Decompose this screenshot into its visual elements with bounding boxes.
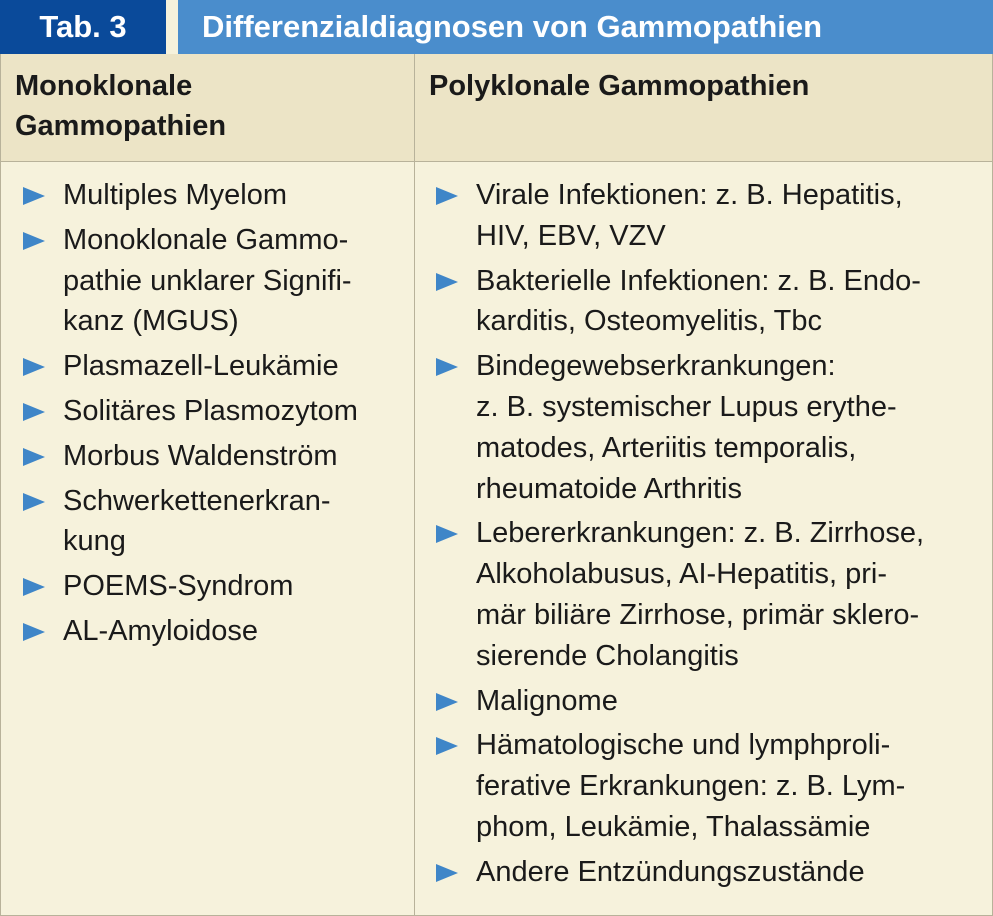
monoclonal-item-text: AL-Amyloidose [63,614,259,647]
polyclonal-list-item [434,681,984,722]
column-divider [414,54,415,915]
polyclonal-list-item [434,513,984,676]
polyclonal-list-item [434,175,984,257]
polyclonal-item-text: Lebererkrankungen: z. B. Zirrhose, Alkoholabusus, AI-Hepatitis, pri- mär biliäre Zirrhose, primär sklero- sierende Cholangitis [476,517,925,672]
table-title: Differenzialdiagnosen von Gammopathien [178,0,993,54]
polyclonal-list [434,175,984,897]
heading-monoclonal: Monoklonale Gammopathien [15,70,227,142]
triangle-right-icon [436,693,458,711]
triangle-right-icon [23,578,45,596]
differential-diagnosis-table [0,54,993,916]
triangle-right-icon [23,448,45,466]
triangle-right-icon [436,358,458,376]
triangle-right-icon [436,864,458,882]
triangle-right-icon [23,358,45,376]
monoclonal-list-item [21,220,406,342]
monoclonal-item-text: Monoklonale Gammo- pathie unklarer Signifi- kanz (MGUS) [63,223,352,338]
triangle-right-icon [436,737,458,755]
monoclonal-list-item [21,175,406,216]
monoclonal-item-text: Schwerkettenerkran- kung [63,484,331,558]
heading-polyclonal: Polyklonale Gammopathien [429,70,810,102]
monoclonal-list-item [21,391,406,432]
polyclonal-item-text: Virale Infektionen: z. B. Hepatitis, HIV, EBV, VZV [476,179,903,252]
polyclonal-item-text: Bakterielle Infektionen: z. B. Endo- karditis, Osteomyelitis, Tbc [476,264,921,338]
polyclonal-list-item [434,261,984,343]
monoclonal-item-text: Morbus Waldenström [63,439,338,472]
polyclonal-item-text: Hämatologische und lymphproli- ferative Erkrankungen: z. B. Lym- phom, Leukämie, Thalassämie [476,729,906,843]
monoclonal-list-item [21,611,406,652]
triangle-right-icon [23,493,45,511]
monoclonal-list [21,175,406,656]
polyclonal-list-item [434,725,984,847]
triangle-right-icon [23,187,45,205]
polyclonal-item-text: Andere Entzündungszustände [476,855,865,888]
monoclonal-list-item [21,481,406,563]
triangle-right-icon [436,273,458,291]
table-header-row [1,54,992,162]
polyclonal-list-item [434,852,984,893]
triangle-right-icon [23,623,45,641]
polyclonal-list-item [434,346,984,509]
polyclonal-item-text: Malignome [476,684,618,717]
table-number-label: Tab. 3 [0,0,166,54]
monoclonal-item-text: Plasmazell-Leukämie [63,350,339,383]
triangle-right-icon [436,187,458,205]
monoclonal-list-item [21,346,406,387]
monoclonal-item-text: Multiples Myelom [63,179,287,211]
monoclonal-item-text: Solitäres Plasmozytom [63,394,358,427]
polyclonal-item-text: Bindegewebserkrankungen: z. B. systemischer Lupus erythe- matodes, Arteriitis temporalis, rheumatoide Arthritis [476,350,897,505]
monoclonal-list-item [21,436,406,477]
title-bar [0,0,993,54]
triangle-right-icon [436,525,458,543]
triangle-right-icon [23,232,45,250]
monoclonal-list-item [21,566,406,607]
triangle-right-icon [23,403,45,421]
monoclonal-item-text: POEMS-Syndrom [63,570,294,603]
